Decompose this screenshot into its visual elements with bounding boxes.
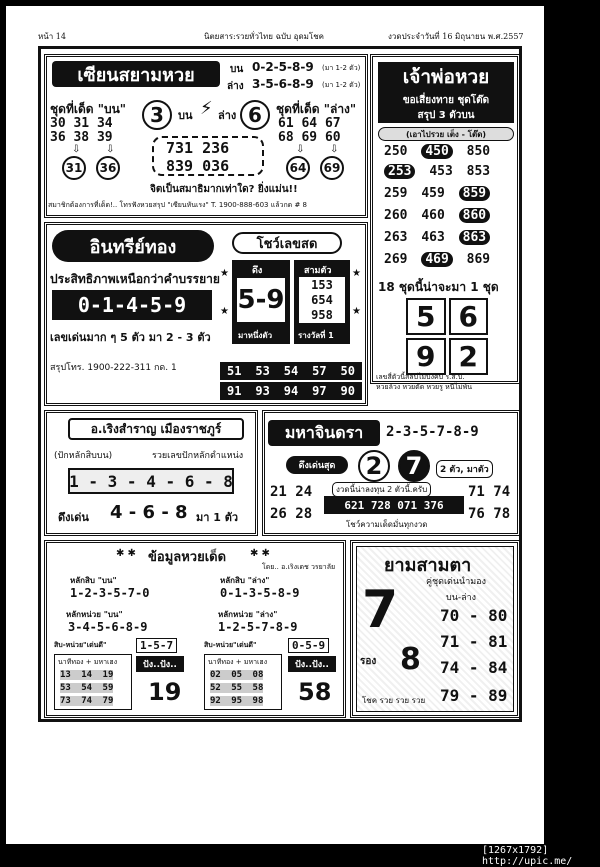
show-three: 958: [311, 307, 333, 322]
inthree-hint: เลขเด่นมาก ๆ 5 ตัว มา 2 - 3 ตัว: [50, 331, 211, 344]
info-table-head: นาทีทอง + มหาเฮง: [58, 658, 118, 666]
show-mahnueng: มาหนึ่งตัว: [238, 331, 273, 340]
chao-grid-cell: 9: [406, 338, 446, 375]
arrow-down-icon: ⇩: [106, 144, 115, 155]
info-f-label: สิบ-หน่วย"เด่นดี": [204, 641, 257, 649]
info-c-digits: 3-4-5-6-8-9: [68, 620, 148, 634]
draw-date: งวดประจำวันที่ 16 มิถุนายน พ.ศ.2557: [388, 32, 524, 41]
info-t1-row: 53 54 59: [60, 683, 114, 693]
maha-left-nums: 21 24: [270, 484, 313, 500]
info-a-digits: 1-2-3-5-7-0: [70, 586, 150, 600]
info-title: ข้อมูลหวยเด็ด: [148, 550, 227, 565]
sian-center-row-1: 731 236: [166, 139, 230, 157]
sian-left-title: ชุดที่เด็ด "บน": [50, 102, 127, 116]
chao-sub: ขอเสี่ยงทาย ชุดโต๊ด: [378, 92, 514, 108]
chao-footer-2: หวยล้วง หวยตัด หวยรู หนีไม่พ้น: [376, 383, 473, 391]
info-a-label: หลักสิบ "บน": [70, 576, 117, 585]
yam-big-2: 8: [400, 642, 421, 677]
maha-right-nums: 71 74: [468, 484, 511, 500]
info-sum-2: 58: [298, 678, 332, 706]
info-t2-row: 92 95 98: [210, 696, 264, 706]
arrow-down-icon: ⇩: [330, 144, 339, 155]
sian-title: เซียนสยามหวย: [52, 61, 220, 87]
info-b-digits: 0-1-3-5-8-9: [220, 586, 300, 600]
image-size-footer: [1267x1792] http://upic.me/: [482, 848, 600, 864]
sian-big-lower: 6: [240, 100, 270, 130]
inthree-claim: ประสิทธิภาพเหนือกว่าคำบรรยาย: [50, 272, 220, 286]
inthree-contact: สรุปโทร. 1900-222-311 กด. 1: [50, 363, 177, 373]
info-f-pair: 0-5-9: [288, 638, 329, 653]
yam-pair: 71 - 81: [440, 632, 508, 651]
sian-left-row-1: 30 31 34: [50, 116, 113, 131]
chao-row: 259 459 859: [384, 186, 490, 201]
maha-right-nums: 76 78: [468, 506, 511, 522]
sian-right-circle: 64: [286, 156, 310, 180]
dot-icon: ✱ ✱: [116, 548, 136, 559]
show-samtua: สามตัว: [304, 266, 332, 276]
yam-sub: คู่ชุดเด่นนำมอง: [426, 577, 486, 587]
info-t1-row: 73 74 79: [60, 696, 114, 706]
chao-title: เจ้าพ่อหวย: [378, 62, 514, 92]
yam-big-1: 7: [362, 580, 399, 640]
inthree-digits: 0-1-4-5-9: [52, 290, 212, 320]
dot-icon: ✱ ✱: [250, 548, 270, 559]
chao-row: 253 453 853: [384, 164, 490, 179]
maha-right-label: 2 ตัว, มาตัว: [436, 460, 493, 478]
yam-pair: 70 - 80: [440, 606, 508, 625]
sian-bottom-digits: 3-5-6-8-9: [252, 77, 314, 91]
info-t1-row: 13 14 19: [60, 670, 114, 680]
sian-left-row-2: 36 38 39: [50, 130, 113, 145]
maha-combo: 621 728 071 376: [324, 496, 464, 514]
show-three-box: [299, 277, 345, 323]
maha-top-digits: 2-3-5-7-8-9: [386, 424, 479, 440]
info-d-digits: 1-2-5-7-8-9: [218, 620, 298, 634]
maha-footer: โชว์ความเด็ดมั่นทุกงวด: [346, 520, 428, 529]
magazine-title: นิตยสาร:รวยทั่วไทย ฉบับ อุดมโชค: [204, 32, 324, 41]
roeng-lead: 4 - 6 - 8: [110, 502, 188, 523]
chao-grid-cell: 6: [449, 298, 489, 335]
info-table-head: นาทีทอง + มหาเฮง: [208, 658, 268, 666]
star-icon: ★: [352, 268, 361, 279]
chao-row: 269 469 869: [384, 252, 491, 267]
sian-left-circle: 31: [62, 156, 86, 180]
yam-title: ยามสามตา: [384, 555, 472, 576]
sian-center-row-2: 839 036: [166, 157, 230, 175]
sian-lower-label: ล่าง: [218, 109, 237, 122]
sian-top-note: (มา 1-2 ตัว): [322, 64, 361, 72]
star-icon: ★: [352, 306, 361, 317]
maha-left-nums: 26 28: [270, 506, 313, 522]
sian-right-circle: 69: [320, 156, 344, 180]
lightning-icon: ⚡: [200, 98, 213, 119]
chao-footer-1: เลขสี่ตัวนี้สลับไม่บังคับ ร.ส.บ.: [376, 373, 465, 381]
show-three: 654: [311, 292, 333, 307]
sian-right-row-1: 61 64 67: [278, 116, 341, 131]
roeng-left-note: (ปักหลักสิบบน): [54, 451, 113, 461]
info-t2-row: 02 05 08: [210, 670, 264, 680]
roeng-lead-note: มา 1 ตัว: [196, 511, 239, 524]
page-number: หน้า 14: [38, 32, 66, 41]
info-c-label: หลักหน่วย "บน": [66, 610, 123, 619]
maha-a: 2: [358, 450, 390, 482]
yam-footer: โชค รวย รวย รวย: [362, 696, 426, 705]
info-t2-row: 52 55 58: [210, 683, 264, 693]
star-icon: ★: [220, 306, 229, 317]
chao-note: (เอาไปรวย เต็ง - โต๊ด): [378, 127, 514, 141]
chao-grid-cell: 5: [406, 298, 446, 335]
sian-bottom-note: (มา 1-2 ตัว): [322, 81, 361, 89]
show-dueng: ดึง: [252, 266, 263, 276]
sian-right-title: ชุดที่เด็ด "ล่าง": [276, 102, 357, 116]
maha-b: 7: [398, 450, 430, 482]
two-row: 91 93 94 97 90: [220, 382, 362, 400]
chao-summary: สรุป 3 ตัวบน: [378, 108, 514, 123]
sian-top-digits: 0-2-5-8-9: [252, 60, 314, 74]
sian-left-circle: 36: [96, 156, 120, 180]
info-tag-2: ปัง..ปัง..: [288, 656, 336, 672]
arrow-down-icon: ⇩: [72, 144, 81, 155]
roeng-title: อ.เริงสำราญ เมืองราชภูร์: [68, 418, 244, 440]
sian-contact: สมาชิกต้องการที่เด็ด!.. โทรฟังหวยสรุป "เซียนหันเรง" T. 1900-888-603 แล้วกด # 8: [48, 201, 307, 209]
yam-rong: รอง: [360, 656, 377, 667]
chao-headline: 18 ชุดนี้น่าจะมา 1 ชุด: [378, 280, 499, 294]
maha-left-label: ดึงเด่นสุด: [286, 456, 348, 474]
roeng-digits: 1 - 3 - 4 - 6 - 8: [68, 468, 234, 494]
chao-grid: [406, 298, 488, 373]
info-b-label: หลักสิบ "ล่าง": [220, 576, 270, 585]
chao-grid-cell: 2: [449, 338, 489, 375]
show-title: โชว์เลขสด: [232, 232, 342, 254]
sian-right-row-2: 68 69 60: [278, 130, 341, 145]
info-e-pair: 1-5-7: [136, 638, 177, 653]
sian-top-label: บน: [230, 64, 244, 75]
sian-bottom-label: ล่าง: [227, 81, 244, 92]
info-tag-1: ปัง..ปัง..: [136, 656, 184, 672]
maha-hint: งวดนี้น่าลงทุน 2 ตัวนี้.ครับ: [332, 482, 431, 497]
lottery-page: [6, 6, 544, 844]
star-icon: ★: [220, 268, 229, 279]
chao-row: 260 460 860: [384, 208, 490, 223]
roeng-lead-label: ดึงเด่น: [58, 511, 89, 524]
show-three: 153: [311, 277, 333, 292]
chao-row: 250 450 850: [384, 144, 491, 159]
show-big: 5-9: [237, 278, 285, 322]
arrow-down-icon: ⇩: [296, 144, 305, 155]
roeng-right-note: รวยเลขปักหลักตำแหน่ง: [152, 451, 244, 461]
info-by: โดย.. อ.เริงเดช วรยาลัย: [262, 563, 336, 571]
sian-big-upper: 3: [142, 100, 172, 130]
show-rangwan: รางวัลที่ 1: [298, 331, 334, 340]
sian-slogan: จิตเป็นสมาธิมากเท่าใด? ยิ่งแม่น!!: [150, 184, 298, 195]
yam-pair: 79 - 89: [440, 686, 508, 705]
maha-title: มหาจินดรา: [268, 420, 380, 446]
inthree-title: อินทรีย์ทอง: [52, 230, 214, 262]
info-sum-1: 19: [148, 678, 182, 706]
info-d-label: หลักหน่วย "ล่าง": [218, 610, 278, 619]
two-row: 51 53 54 57 50: [220, 362, 362, 380]
yam-mode: บน-ล่าง: [446, 593, 477, 603]
sian-upper-label: บน: [178, 109, 193, 122]
info-e-label: สิบ-หน่วย"เด่นดี": [54, 641, 107, 649]
yam-pair: 74 - 84: [440, 658, 508, 677]
chao-row: 263 463 863: [384, 230, 490, 245]
